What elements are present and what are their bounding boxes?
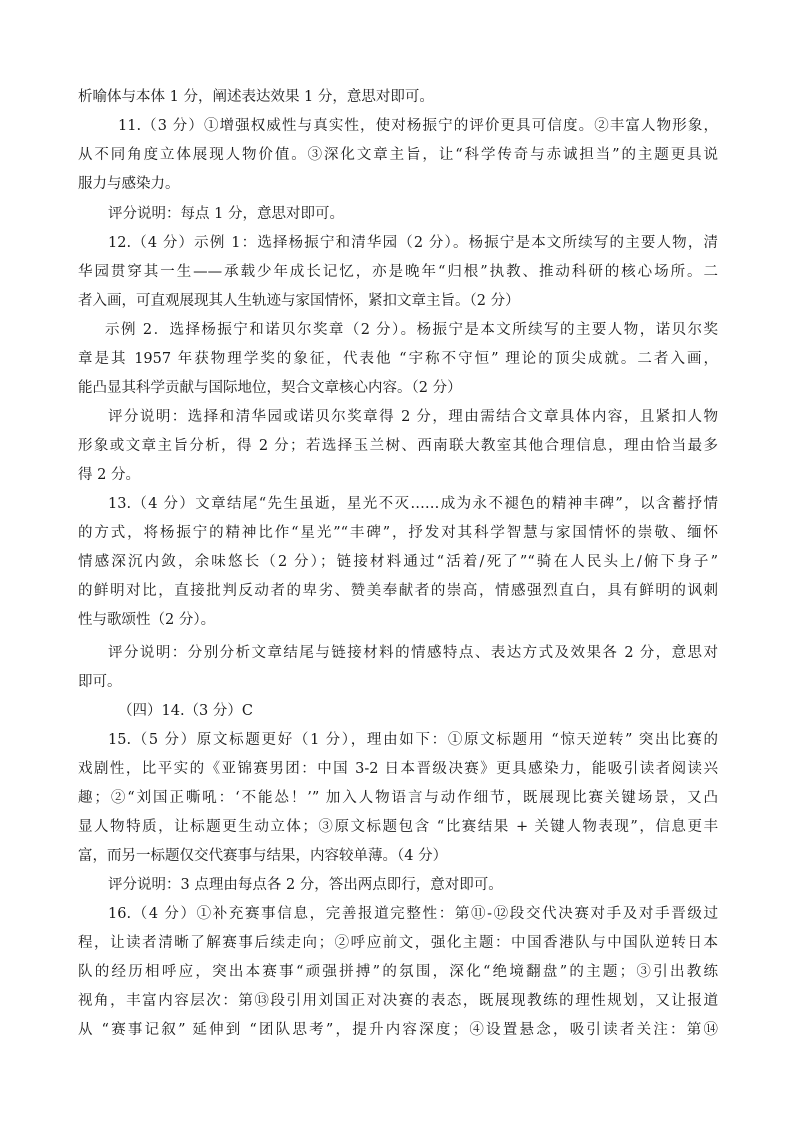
text-line: 评分说明：分别分析文章结尾与链接材料的情感特点、表达方式及效果各 2 分，意思对: [108, 645, 718, 661]
text-line: 服力与感染力。: [78, 176, 180, 192]
text-line: 示例 2．选择杨振宁和诺贝尔奖章（2 分）。杨振宁是本文所续写的主要人物，诺贝尔奖: [105, 322, 718, 338]
text-line: 15.（5 分）原文标题更好（1 分），理由如下：①原文标题用 “惊天逆转” 突出比赛的: [108, 732, 718, 748]
text-line: 12.（4 分）示例 1：选择杨振宁和清华园（2 分）。杨振宁是本文所续写的主要人物，清: [108, 235, 718, 251]
text-line: 章是其 1957 年获物理学奖的象征，代表他 “宇称不守恒” 理论的顶尖成就。二者入画，: [78, 351, 718, 367]
text-line: 16.（4 分）①补充赛事信息，完善报道完整性：第⑪-⑫段交代决赛对手及对手晋级过: [108, 906, 718, 922]
text-line: 从 “赛事记叙” 延伸到 “团队思考”，提升内容深度；④设置悬念，吸引读者关注：第⑭: [78, 1022, 718, 1038]
text-line: 即可。: [78, 674, 122, 690]
text-line: 性与歌颂性（2 分）。: [78, 612, 216, 628]
text-line: 析喻体与本体 1 分，阐述表达效果 1 分，意思对即可。: [78, 89, 434, 105]
text-line: 得 2 分。: [78, 467, 140, 483]
text-line: 程，让读者清晰了解赛事后续走向；②呼应前文，强化主题：中国香港队与中国队逆转日本: [78, 935, 718, 951]
text-line: （四）14.（3 分）C: [118, 703, 253, 719]
text-line: 的鲜明对比，直接批判反动者的卑劣、赞美奉献者的崇高，情感强烈直白，具有鲜明的讽刺: [78, 583, 718, 599]
text-line: 13.（4 分）文章结尾“先生虽逝，星光不灭……成为永不褪色的精神丰碑”，以含蓄抒情: [108, 496, 718, 512]
text-line: 情感深沉内敛，余味悠长（2 分）；链接材料通过“活着/死了”“骑在人民头上/俯下身子”: [78, 554, 718, 570]
text-line: 11.（3 分）①增强权威性与真实性，使对杨振宁的评价更具可信度。②丰富人物形象，: [118, 118, 718, 134]
text-line: 评分说明：每点 1 分，意思对即可。: [108, 206, 344, 222]
text-line: 趣；②“刘国正嘶吼：‘不能怂！’” 加入人物语言与动作细节，既展现比赛关键场景，又凸: [78, 790, 718, 806]
text-line: 视角，丰富内容层次：第⑬段引用刘国正对决赛的表态，既展现教练的理性规划，又让报道: [78, 993, 718, 1009]
text-line: 显人物特质，让标题更生动立体；③原文标题包含 “比赛结果 + 关键人物表现”，信息更丰: [78, 819, 718, 835]
text-line: 评分说明：选择和清华园或诺贝尔奖章得 2 分，理由需结合文章具体内容，且紧扣人物: [108, 409, 718, 425]
text-line: 从不同角度立体展现人物价值。③深化文章主旨，让“科学传奇与赤诚担当”的主题更具说: [78, 147, 718, 163]
text-line: 能凸显其科学贡献与国际地位，契合文章核心内容。（2 分）: [78, 380, 462, 396]
text-line: 的方式，将杨振宁的精神比作“星光”“丰碑”，抒发对其科学智慧与家国情怀的崇敬、缅怀: [78, 525, 718, 541]
text-line: 形象或文章主旨分析，得 2 分；若选择玉兰树、西南联大教室其他合理信息，理由恰当最多: [78, 438, 718, 454]
text-line: 华园贯穿其一生——承载少年成长记忆，亦是晚年“归根”执教、推动科研的核心场所。二: [78, 264, 718, 280]
text-line: 者入画，可直观展现其人生轨迹与家国情怀，紧扣文章主旨。（2 分）: [78, 293, 520, 309]
text-line: 评分说明：3 点理由每点各 2 分，答出两点即行，意对即可。: [108, 877, 503, 893]
text-line: 队的经历相呼应，突出本赛事“顽强拼搏”的氛围，深化“绝境翻盘”的主题；③引出教练: [78, 964, 718, 980]
text-line: 富，而另一标题仅交代赛事与结果，内容较单薄。（4 分）: [78, 848, 448, 864]
text-line: 戏剧性，比平实的《亚锦赛男团：中国 3-2 日本晋级决赛》更具感染力，能吸引读者阅读兴: [78, 761, 718, 777]
